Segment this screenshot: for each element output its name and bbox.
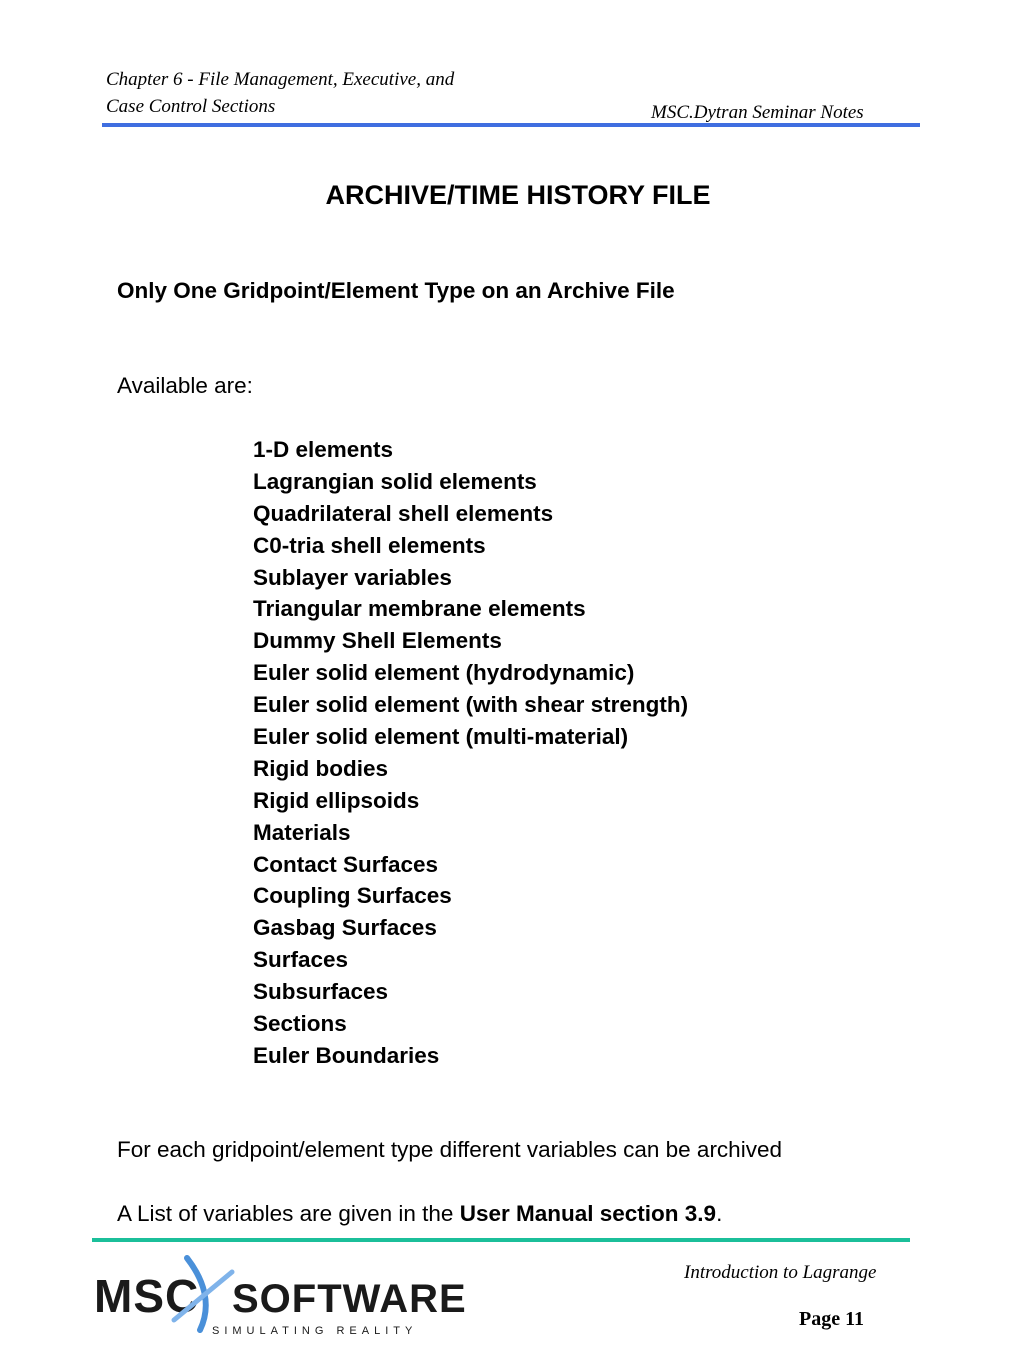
element-type-item: Dummy Shell Elements <box>253 628 502 654</box>
element-type-item: Euler Boundaries <box>253 1042 440 1068</box>
logo-tagline: SIMULATING REALITY <box>212 1325 418 1337</box>
element-type-item: Lagrangian solid elements <box>253 468 537 494</box>
element-type-item: 1-D elements <box>253 437 394 462</box>
msc-software-logo <box>92 1250 467 1340</box>
element-type-item: Gasbag Surfaces <box>253 915 437 941</box>
element-type-item: Triangular membrane elements <box>253 596 586 622</box>
page-number: Page 11 <box>799 1308 864 1330</box>
header-notes-title: MSC.Dytran Seminar Notes <box>651 102 864 123</box>
header-divider <box>102 123 920 127</box>
element-type-item: Euler solid element (with shear strength) <box>253 692 689 718</box>
footer-section-title: Introduction to Lagrange <box>684 1262 877 1283</box>
element-type-item: Euler solid element (multi-material) <box>253 724 629 750</box>
note-manual-reference: User Manual section 3.9 <box>459 1201 717 1226</box>
logo-text-software: SOFTWARE <box>232 1277 467 1321</box>
footer-divider <box>92 1238 910 1242</box>
header-chapter-line2: Case Control Sections <box>106 96 276 117</box>
element-type-item: Rigid ellipsoids <box>253 787 420 813</box>
element-type-item: Sublayer variables <box>253 564 452 590</box>
note-manual-suffix: . <box>716 1201 723 1226</box>
element-type-item: Euler solid element (hydrodynamic) <box>253 660 635 686</box>
page-subtitle: Only One Gridpoint/Element Type on an Archive File <box>117 278 675 303</box>
note-variables: For each gridpoint/element type different variables can be archived <box>117 1137 782 1162</box>
header-chapter-line1: Chapter 6 - File Management, Executive, and <box>106 69 455 90</box>
note-manual-prefix: A List of variables are given in the <box>117 1201 460 1226</box>
element-type-item: Materials <box>253 819 351 845</box>
element-type-item: Subsurfaces <box>253 979 389 1005</box>
page-title: ARCHIVE/TIME HISTORY FILE <box>325 180 711 210</box>
logo-text-msc: MSC <box>94 1270 200 1322</box>
element-type-item: Rigid bodies <box>253 755 388 781</box>
element-type-item: Contact Surfaces <box>253 851 439 877</box>
element-type-item: Quadrilateral shell elements <box>253 500 554 526</box>
header-chapter-title <box>106 66 454 120</box>
note-user-manual <box>117 1199 722 1229</box>
element-type-item: Sections <box>253 1011 347 1037</box>
element-type-item: Surfaces <box>253 947 349 973</box>
intro-text: Available are: <box>117 373 253 398</box>
element-type-list <box>253 434 688 1072</box>
element-type-item: Coupling Surfaces <box>253 883 452 909</box>
element-type-item: C0-tria shell elements <box>253 532 486 558</box>
